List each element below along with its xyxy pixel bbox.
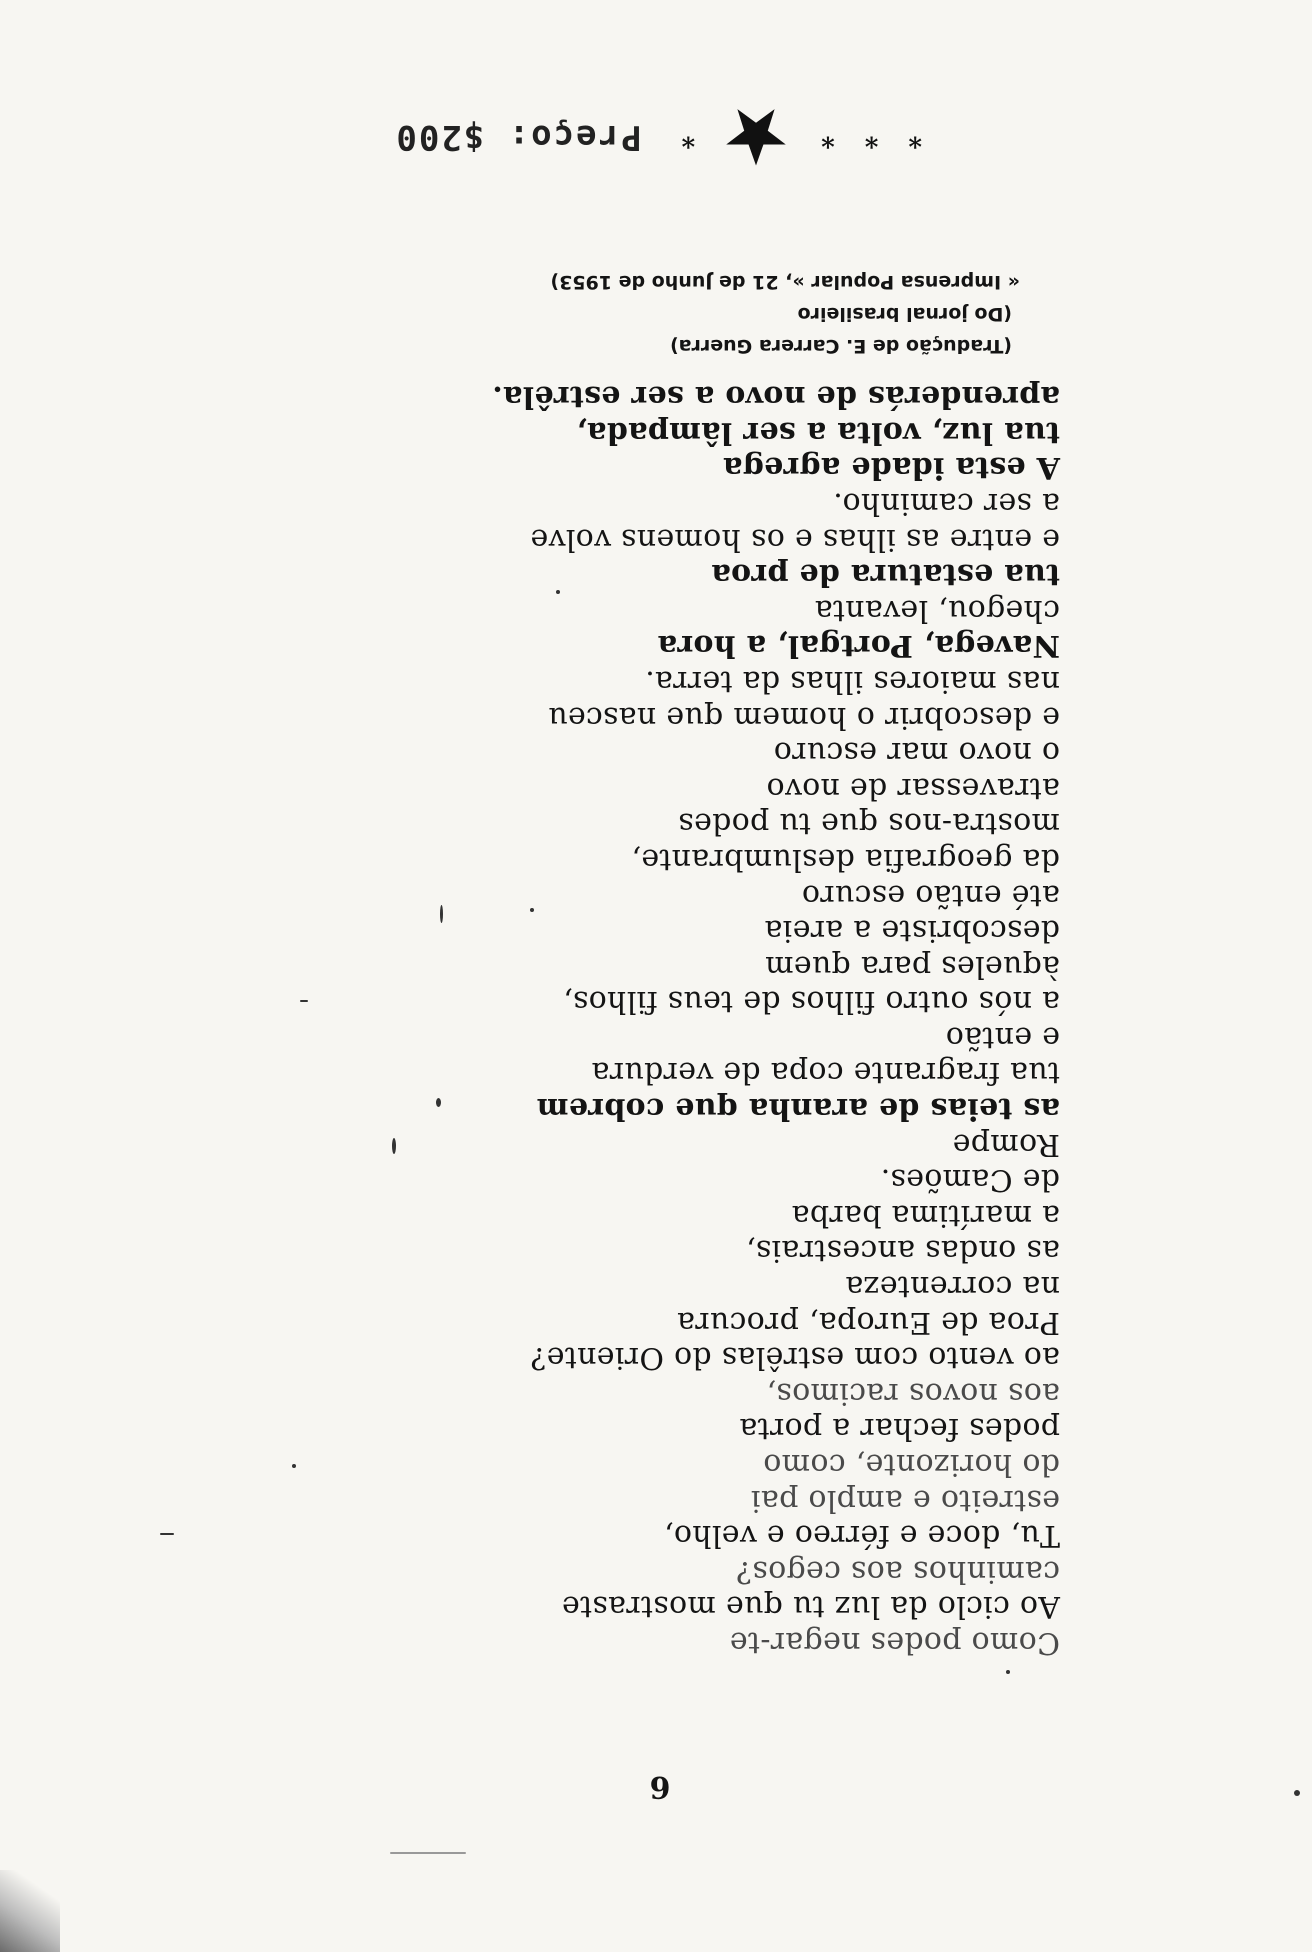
verse-line: tua fragrante copa de verdura — [591, 1055, 1060, 1091]
verse-line: caminhos aos cegos? — [735, 1553, 1060, 1589]
verse-line: Ao ciclo da luz tu que mostraste — [561, 1589, 1060, 1625]
scan-speck — [292, 1464, 296, 1468]
translation-credit: (Tradução de E. Carrera Guerra) — [670, 335, 1012, 357]
source-credit-line2: « Imprensa Popular », 21 de Junho de 1953) — [550, 271, 1020, 293]
verse-line: a marítima barba — [791, 1197, 1060, 1233]
scan-speck — [440, 905, 443, 923]
verse-line: Navega, Portgal, a hora — [657, 628, 1060, 664]
ornament-row — [302, 102, 922, 172]
scan-speck — [436, 1098, 441, 1107]
ornament-asterisk: * — [681, 122, 696, 152]
verse-line: podes fechar a porta — [739, 1411, 1060, 1447]
verse-line: de Camões. — [880, 1162, 1060, 1198]
verse-line: tua estatura de proa — [711, 557, 1060, 593]
scan-speck — [556, 590, 560, 594]
verse-line: e entre as ilhas e os homens volve — [530, 521, 1060, 557]
verse-line: descobriste a areia — [764, 913, 1060, 949]
scan-corner-shadow — [0, 1870, 60, 1952]
verse-line: ao vento com estrêlas do Oriente? — [530, 1340, 1060, 1376]
verse-line: até então escuro — [801, 877, 1060, 913]
scan-speck — [530, 908, 534, 912]
verse-line: Proa de Europa, procura — [676, 1304, 1060, 1340]
verse-line: e descobrir o homem que nasceu — [548, 699, 1060, 735]
scan-speck — [392, 1138, 396, 1154]
verse-line: estreito e amplo pai — [750, 1482, 1060, 1518]
verse-line: aos novos racimos, — [766, 1375, 1060, 1411]
verse-line: atravessar de novo — [766, 770, 1060, 806]
verse-line: tua luz, volta a ser lâmpada, — [576, 414, 1060, 450]
verse-line: nas maiores ilhas da terra. — [644, 663, 1060, 699]
verse-line: Rompe — [952, 1126, 1060, 1162]
ornament-asterisk: * — [908, 122, 922, 152]
verse-line: na correnteza — [845, 1269, 1060, 1305]
verse-line: A esta idade agrega — [722, 450, 1060, 486]
source-credit-line1: (Do jornal brasileiro — [797, 303, 1012, 325]
verse-line: as teias de aranha que cobrem — [536, 1091, 1060, 1127]
verse-line: Tu, doce e férreo e velho, — [663, 1518, 1060, 1554]
scan-speck — [1006, 1670, 1010, 1674]
verse-line: e então — [945, 1019, 1060, 1055]
credits — [320, 266, 1020, 362]
star-icon — [725, 106, 787, 168]
verse-line: o novo mar escuro — [773, 735, 1060, 771]
verse-line: mostra-nos que tu podes — [678, 806, 1060, 842]
poem — [240, 379, 1060, 1660]
scan-speck — [300, 1000, 308, 1002]
scan-speck — [160, 1533, 174, 1535]
verse-line: chegou, levanta — [814, 592, 1060, 628]
verse-line: Como podes negar-te — [729, 1625, 1060, 1660]
ornament-asterisk: * — [864, 122, 879, 152]
verse-line: as ondas ancestrais, — [745, 1233, 1060, 1269]
scan-speck — [1294, 1790, 1300, 1796]
ornament-asterisk: * — [821, 122, 835, 152]
verse-line: àqueles para quem — [764, 948, 1060, 984]
verse-line: aprenderás de novo a ser estrêla. — [492, 379, 1060, 415]
scan-speck — [390, 1852, 466, 1854]
page-number: 6 — [649, 1769, 671, 1804]
verse-line: a ser caminho. — [832, 486, 1060, 521]
verse-line: da geografia deslumbrante, — [631, 841, 1060, 877]
verse-line: do horizonte, como — [763, 1447, 1060, 1483]
verse-line: a nós outro filhos de teus filhos, — [562, 984, 1060, 1020]
price-stamp: Preço: $200 — [394, 117, 642, 157]
